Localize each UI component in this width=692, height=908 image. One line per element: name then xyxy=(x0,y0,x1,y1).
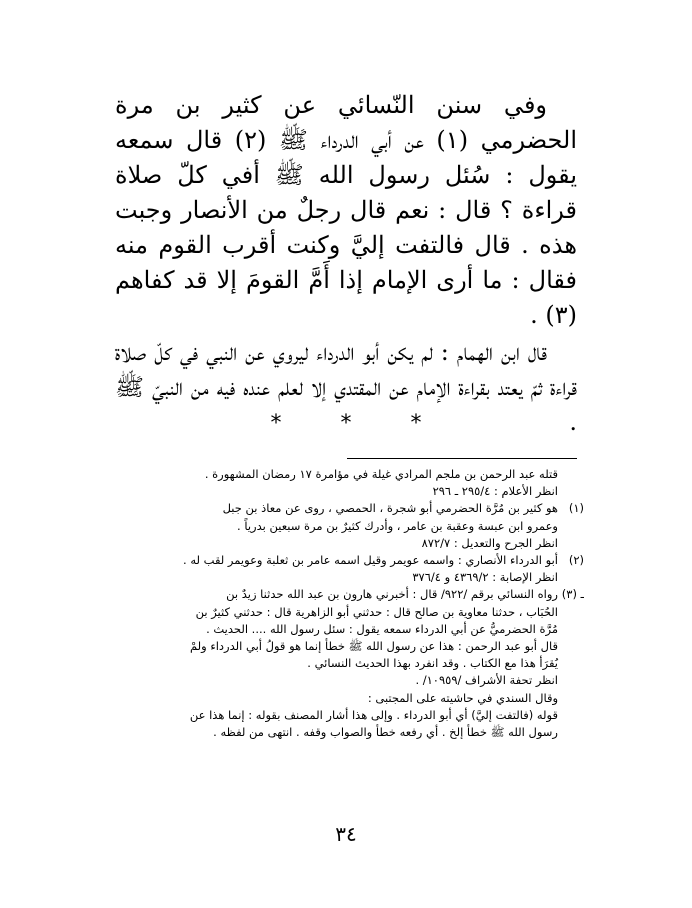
footnote-3-line: مُرَّة الحضرميُّ عن أبي الدرداء سمعه يقول : سئل رسول الله .... الحديث . xyxy=(206,621,558,636)
footnote-2-text: أبو الدرداء الأنصاري : واسمه عويمر وقيل اسمه عامر بن ثعلبة وعويمر لقب له . xyxy=(183,553,558,568)
footnote-3-line: الحُبَاب ، حدثنا معاوية بن صالح قال : حدثني أبو الزاهرية قال : حدثني كثيرٌ بن xyxy=(195,604,558,619)
footnote-3-line: يُقرَأ هذا مع الكتاب . وقد انفرد بهذا الحديث النسائي . xyxy=(307,656,558,671)
main-paragraph-2: قال ابن الهمام : لم يكن أبو الدرداء ليروي عن النبي في كلّ صلاة قراءة ثمّ يعتد بقراءة الإمام عن المقتدي إلا لعلم عنده فيه من النبيّ ﷺ . xyxy=(115,338,577,436)
footnotes xyxy=(118,466,584,741)
separator-star: * xyxy=(270,411,282,436)
footnote-3-number: ـ (٣) xyxy=(561,587,584,602)
page-number: ٣٤ xyxy=(335,822,357,846)
footnote-continuation-line: قتله عبد الرحمن بن ملجم المرادي غيلة في مؤامرة ١٧ رمضان المشهورة . xyxy=(204,467,558,481)
footnote-1-number: (١) xyxy=(568,501,584,516)
footnote-3-line: وقال السندي في حاشيته على المجتبى : xyxy=(367,690,558,705)
main-text xyxy=(115,88,577,440)
footnote-3-line: انظر تحفة الأشراف /١٠٩٥٩/ . xyxy=(415,673,558,688)
separator-star: * xyxy=(410,411,422,436)
footnote-rule xyxy=(347,458,577,459)
separator-star: * xyxy=(340,411,352,436)
footnote-3-line: رسول الله ﷺ خطأ إلخ . أي رفعه خطأ والصواب وقفه . انتهى من لفظه . xyxy=(213,725,558,740)
footnote-3-line xyxy=(118,586,584,603)
footnote-1-text: هو كثير بن مُرَّة الحضرمي أبو شجرة ، الحمصي ، روى عن معاذ بن جبل xyxy=(222,501,558,516)
footnote-1-line: وعمرو ابن عبسة وعقبة بن عامر ، وأدرك كثيرٌ بن مرة سبعين بدرياً . xyxy=(237,518,558,533)
footnote-2-line: انظر الإصابة : ٤٣٦٩/٢ و ٣٧٦/٤ xyxy=(412,570,558,585)
main-paragraph-1: وفي سنن النّسائي عن كثير بن مرة الحضرمي (١) عن أبي الدرداء ﷺ (٢) قال سمعه يقول : سُئل رسول الله ﷺ أفي كلّ صلاة قراءة ؟ قال : نعم قال رجلٌ من الأنصار وجبت هذه . قال فالتفت إليَّ وكنت أقرب القوم منه فقال : ما أرى الإمام إذا أَمَّ القومَ إلا قد كفاهم (٣) . xyxy=(115,91,577,329)
footnote-continuation-line: انظر الأعلام : ٢٩٥/٤ ـ ٢٩٦ xyxy=(432,484,558,499)
footnote-3-line: قال أبو عبد الرحمن : هذا عن رسول الله ﷺ خطأ إنما هو قولُ أبي الدرداء ولمْ xyxy=(189,639,558,654)
footnote-1-line xyxy=(118,500,584,517)
section-separator xyxy=(0,411,692,436)
footnote-3-line: قوله (فالتفت إليَّ) أي أبو الدرداء . وإلى هذا أشار المصنف بقوله : إنما هذا عن xyxy=(189,707,558,722)
footnote-2-number: (٢) xyxy=(568,553,584,568)
footnote-1-line: انظر الجرح والتعديل : ٨٧٢/٧ xyxy=(421,535,558,550)
footnote-3-text: رواه النسائي برقم /٩٢٢/ قال : أخبرني هارون بن عبد الله حدثنا زيدٌ بن xyxy=(226,587,558,602)
footnote-2-line xyxy=(118,552,584,569)
